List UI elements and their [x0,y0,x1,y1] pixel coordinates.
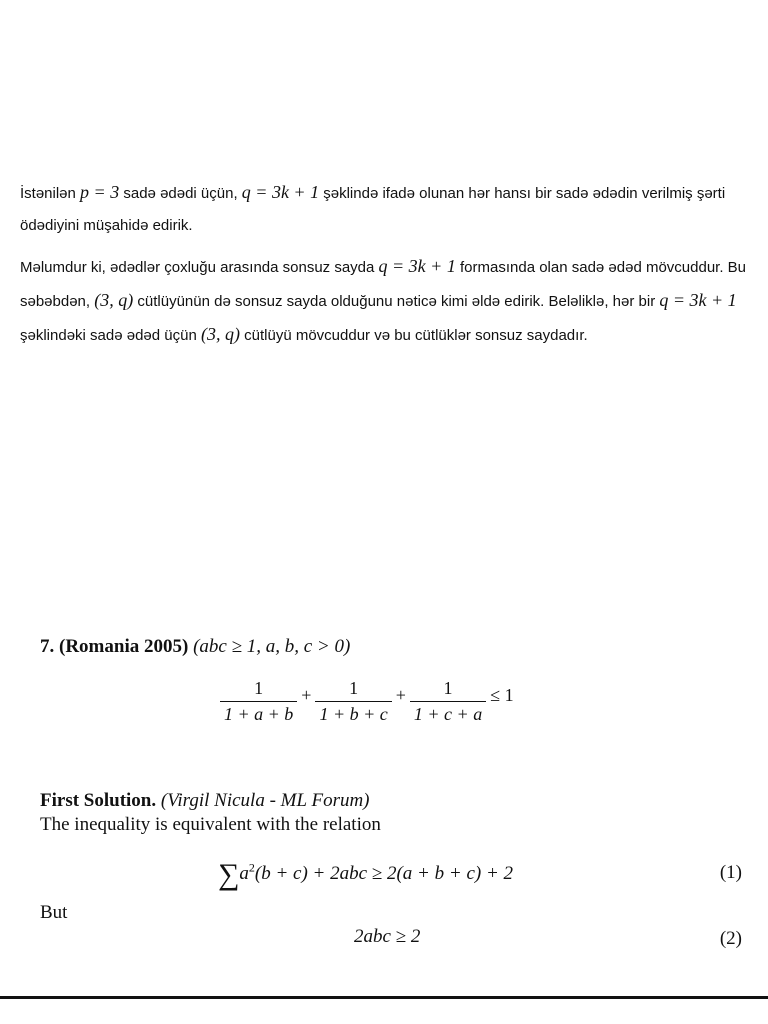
math-var: a [239,863,249,884]
fraction-numerator: 1 [349,678,359,698]
fraction-3 [410,678,486,725]
math-inline: q = 3k + 1 [241,182,320,202]
equation-2: 2abc ≥ 2 [354,926,421,947]
problem-heading [40,636,350,658]
main-inequality [218,678,516,725]
text-run: Məlumdur ki, ədədlər çoxluğu arasında sonsuz sayda [20,259,379,276]
fraction-denominator: 1 + a + b [220,701,297,725]
math-inline: q = 3k + 1 [659,290,737,310]
fraction-denominator: 1 + b + c [315,701,391,725]
equation-1 [218,858,513,892]
bottom-divider [0,996,768,999]
paragraph-1 [20,176,750,242]
problem-condition: (abc ≥ 1, a, b, c > 0) [193,636,351,657]
summation-symbol: ∑ [218,858,240,891]
equation-1-tag: (1) [719,862,742,883]
solution-attribution: (Virgil Nicula - ML Forum) [160,790,370,811]
but-text: But [40,902,68,923]
math-inline: q = 3k + 1 [378,256,456,276]
fraction-numerator: 1 [443,678,453,698]
fraction-2 [315,678,391,725]
plus-sign: + [301,685,312,705]
text-run: İstənilən [20,185,81,202]
math-inline: (3, q) [94,290,134,310]
exponent: 2 [248,860,255,875]
solution-intro: The inequality is equivalent with the relation [40,814,381,835]
text-run: formasında olan sadə ədəd mövcuddur. Bu səbəbdən, [20,259,747,310]
text-run: şəklində ifadə olunan hər hansı bir sadə ədədin verilmiş şərti ödədiyini müşahidə edirik. [20,185,726,234]
text-run: cütlüyü mövcuddur və bu cütlüklər sonsuz saydadır. [239,327,588,344]
solution-heading [40,790,370,812]
inequality-rhs: ≤ 1 [490,685,514,705]
paragraph-2 [20,250,750,352]
fraction-denominator: 1 + c + a [410,701,486,725]
fraction-1 [220,678,297,725]
fraction-numerator: 1 [254,678,264,698]
problem-source: (Romania 2005) [59,636,189,657]
equation-2-tag: (2) [719,928,742,949]
math-inline: p = 3 [80,182,120,202]
text-run: sadə ədədi üçün, [119,185,242,202]
azerbaijani-text-block [20,176,750,360]
plus-sign: + [395,685,406,705]
solution-title: First Solution. [40,790,157,811]
math-inline: (3, q) [200,324,240,344]
text-run: cütlüyünün də sonsuz sayda olduğunu nəticə kimi əldə edirik. Beləliklə, hər bir [133,293,660,310]
math-expression: (b + c) + 2abc ≥ 2(a + b + c) + 2 [254,863,514,884]
problem-number: 7. [40,636,55,657]
text-run: şəklindəki sadə ədəd üçün [20,327,201,344]
